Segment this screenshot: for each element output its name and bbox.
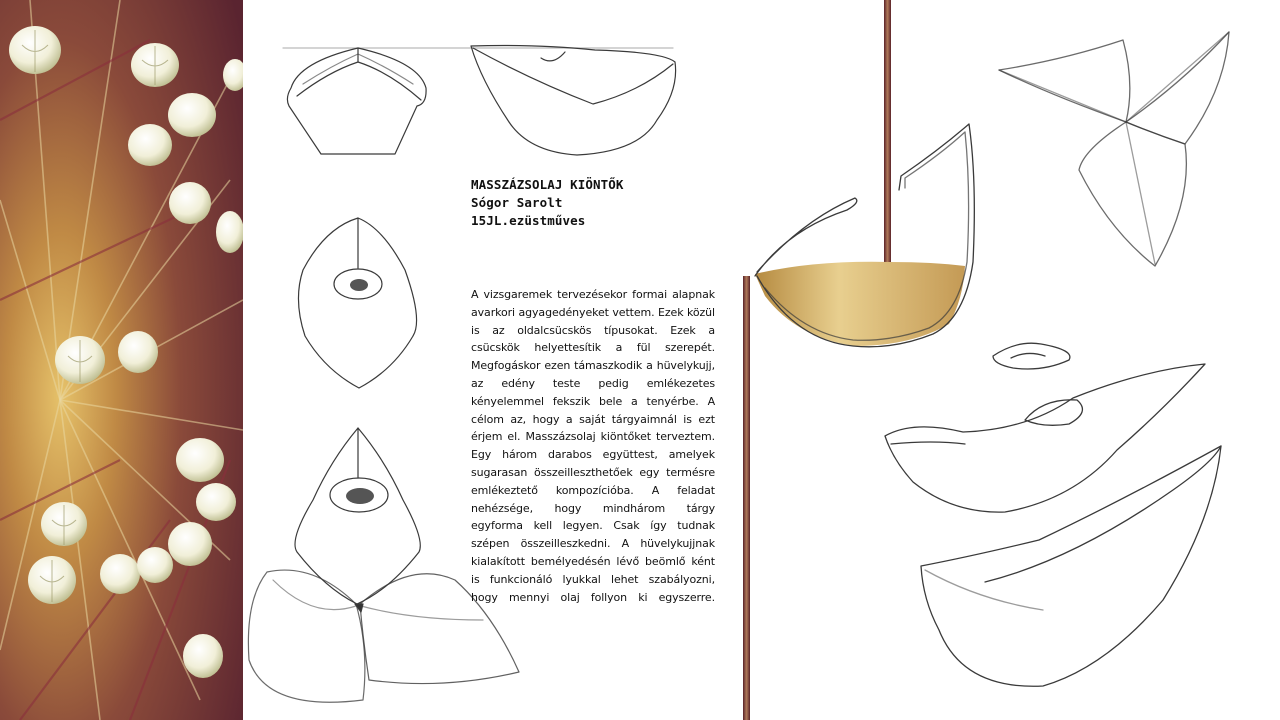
description-text-block xyxy=(471,176,715,606)
author-name: Sógor Sarolt xyxy=(471,195,563,210)
project-description: A vizsgaremek tervezésekor formai alapnak avarkori agyagedényeket vettem. Ezek közül is az oldalcsücskös típusokat. Ezek a csücskök helyettesítik a fül szerepét. Megfogáskor ezen támaszkodik a hüvelykujj, az edény teste pedig emlékezetes kényelemmel fekszik bele a tenyérbe. A célom az, hogy a saját tárgyaimnál is ezt érjem el. Masszázsolaj kiöntőket terveztem. Egy három darabos együttest, amelyek sugarasan összeilleszthetőek egy termésre emlékeztető kompozícióba. A feladat nehézsége, hogy mindhárom tárgy egyforma kell legyen. Csak így tudnak szépen összeilleszkedni. A hüvelykujjnak kialakított bemélyedésén lévő beömlő ként is funkcionáló lyukkal lehet szabályozni, hogy mennyi olaj follyon ki egyszerre. xyxy=(471,288,715,604)
allium-flower-photo xyxy=(0,0,243,720)
vessel-sketches-right xyxy=(743,0,1280,720)
class-label: 15JL.ezüstműves xyxy=(471,213,586,228)
project-title: MASSZÁZSOLAJ KIÖNTŐK xyxy=(471,177,624,192)
